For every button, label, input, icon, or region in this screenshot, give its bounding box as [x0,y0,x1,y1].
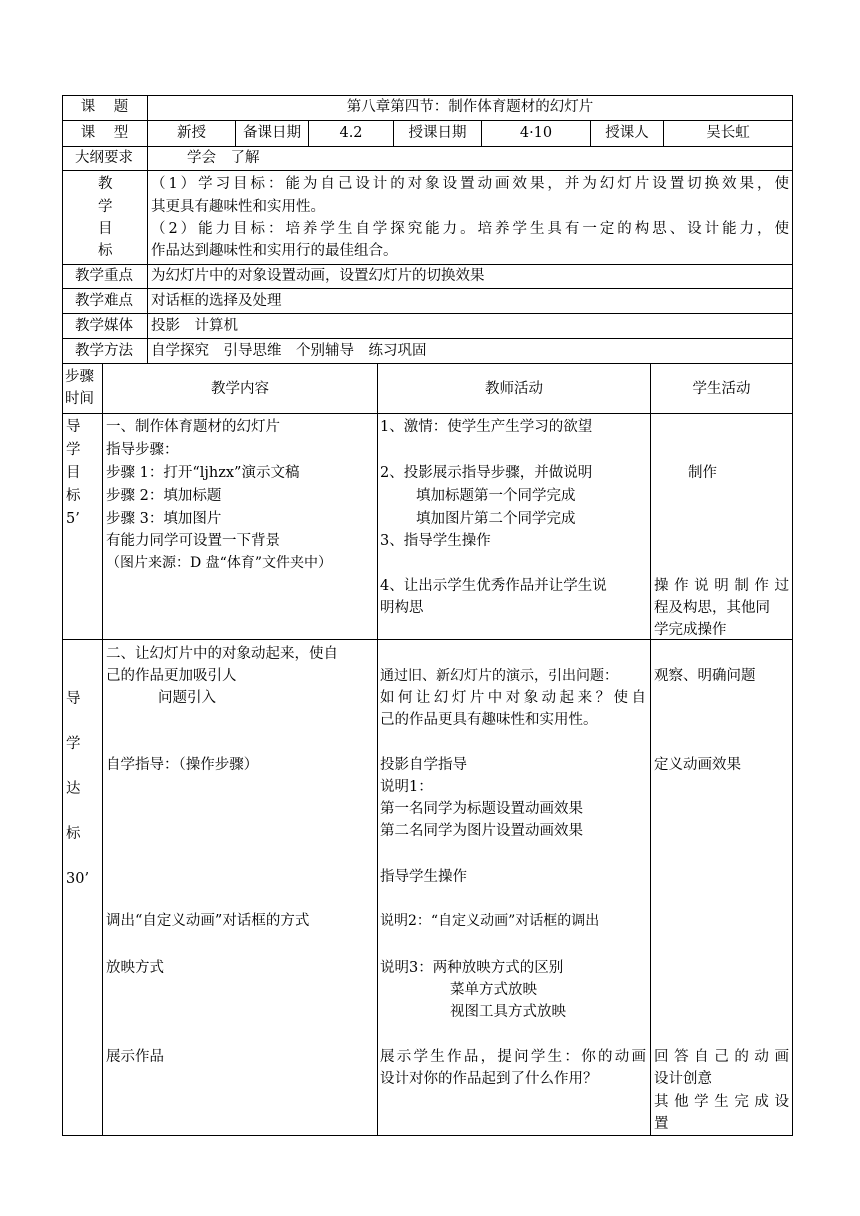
goals-label-char: 教 [98,176,113,192]
section2-teacher-line: 投影自学指导 [380,757,467,773]
section2-student-line: 回答自己的动画 [654,1049,789,1065]
section2-content-line: 问题引入 [158,690,216,706]
section1-step-char: 5’ [66,511,80,527]
section2-step-char: 导 [66,691,81,707]
col-divider [102,363,103,1136]
section2-teacher-line: 如何让幻灯片中对象动起来？使自 [380,690,646,706]
section2-content-line: 放映方式 [106,960,164,976]
section2-step-char: 达 [66,781,81,797]
section2-teacher-line: 菜单方式放映 [450,982,537,998]
section1-teacher-line: 1、激情：使学生产生学习的欲望 [380,419,593,435]
row-divider [62,288,793,289]
goals-line: 作品达到趣味性和实用行的最佳组合。 [151,243,398,259]
section2-content-line: 自学指导：（操作步骤） [106,757,259,773]
outline-value: 学会 了解 [187,150,260,166]
section2-content-line: 展示作品 [106,1049,164,1065]
section2-teacher-line: 视图工具方式放映 [450,1004,566,1020]
section2-content-line: 己的作品更加吸引人 [106,668,237,684]
section2-content-line: 调出“自定义动画”对话框的方式 [106,913,310,929]
section1-teacher-line: 填加图片第二个同学完成 [416,511,576,527]
col-divider [377,363,378,1136]
section2-teacher-line: 己的作品更具有趣味性和实用性。 [380,712,598,728]
section1-student-line: 制作 [688,465,717,481]
section2-teacher-line: 第二名同学为图片设置动画效果 [380,823,583,839]
section1-step-char: 学 [66,442,81,458]
section1-student-line: 学完成操作 [654,622,727,638]
row-divider [62,120,793,121]
section2-teacher-line: 设计对你的作品起到了什么作用？ [380,1071,598,1087]
section1-teacher-line: 填加标题第一个同学完成 [416,488,576,504]
row-divider [62,363,793,364]
goals-line: 其更具有趣味性和实用性。 [151,199,325,215]
step-header-line2: 时间 [65,391,94,407]
section1-content-line: 有能力同学可设置一下背景 [106,533,280,549]
goals-label-char: 标 [98,243,113,259]
row-divider [62,146,793,147]
col-divider [650,363,651,1136]
section1-teacher-line: 4、让出示学生优秀作品并让学生说 [380,578,607,594]
student-activity-header: 学生活动 [692,381,751,397]
section1-teacher-line: 明构思 [380,600,424,616]
topic-label: 课 题 [80,99,129,115]
table-border-left [62,95,63,1136]
section1-content-line: 指导步骤： [106,442,179,458]
section2-teacher-line: 通过旧、新幻灯片的演示，引出问题： [380,668,618,684]
section1-content-line: （图片来源：D 盘“体育”文件夹中） [106,555,332,571]
section1-step-char: 导 [66,419,81,435]
section2-student-line: 其他学生完成设 [654,1094,789,1110]
table-border-right [792,95,793,1136]
section2-step-char: 标 [66,826,81,842]
section2-teacher-line: 第一名同学为标题设置动画效果 [380,801,583,817]
section1-teacher-line: 3、指导学生操作 [380,533,491,549]
key-points-label: 教学重点 [75,268,133,284]
prep-date-value: 4.2 [339,125,363,141]
row-divider [62,338,793,339]
outline-label: 大纲要求 [75,150,133,166]
teach-date-label: 授课日期 [408,125,467,141]
methods-value: 自学探究 引导思维 个别辅导 练习巩固 [151,343,427,359]
difficulties-label: 教学难点 [75,293,133,309]
step-header-line1: 步骤 [65,369,94,385]
section2-teacher-line: 指导学生操作 [380,869,467,885]
media-value: 投影 计算机 [151,318,238,334]
section1-content-line: 步骤 2：填加标题 [106,488,222,504]
goals-line: （1）学习目标：能为自己设计的对象设置动画效果，并为幻灯片设置切换效果，使 [151,176,789,192]
row-divider [62,313,793,314]
goals-line: （2）能力目标：培养学生自学探究能力。培养学生具有一定的构思、设计能力，使 [151,221,789,237]
section2-teacher-line: 说明1： [380,779,433,795]
section1-step-char: 标 [66,488,81,504]
difficulties-value: 对话框的选择及处理 [151,293,282,309]
section2-teacher-line: 说明2：“自定义动画”对话框的调出 [380,913,600,929]
goals-label-char: 学 [98,199,113,215]
table-border-bottom [62,1135,793,1136]
content-header: 教学内容 [211,381,269,397]
row-divider [62,413,793,414]
section1-step-char: 目 [66,465,81,481]
section1-content-line: 一、制作体育题材的幻灯片 [106,419,280,435]
teach-date-value: 4·10 [519,125,553,141]
teacher-label: 授课人 [605,125,649,141]
section1-content-line: 步骤 3：填加图片 [106,511,222,527]
goals-label-char: 目 [98,221,113,237]
type-label: 课 型 [80,125,129,141]
section1-student-line: 程及构思，其他同 [654,600,770,616]
section2-student-line: 置 [654,1116,669,1132]
section2-student-line: 观察、明确问题 [654,668,756,684]
row-divider [62,170,793,171]
section2-student-line: 定义动画效果 [654,757,741,773]
methods-label: 教学方法 [75,343,133,359]
section2-teacher-line: 展示学生作品，提问学生：你的动画 [380,1049,646,1065]
teacher-value: 吴长虹 [706,125,750,141]
section1-content-line: 步骤 1：打开“ljhzx”演示文稿 [106,465,300,481]
key-points-value: 为幻灯片中的对象设置动画，设置幻灯片的切换效果 [151,268,485,284]
section2-step-char: 学 [66,736,81,752]
section2-content-line: 二、让幻灯片中的对象动起来，使自 [106,646,338,662]
section1-student-line: 操作说明制作过 [654,578,789,594]
section2-teacher-line: 说明3：两种放映方式的区别 [380,960,564,976]
media-label: 教学媒体 [75,318,133,334]
prep-date-label: 备课日期 [243,125,301,141]
section2-step-char: 30’ [66,871,90,887]
section2-student-line: 设计创意 [654,1071,712,1087]
teacher-activity-header: 教师活动 [485,381,543,397]
topic-value: 第八章第四节：制作体育题材的幻灯片 [346,99,594,115]
section1-teacher-line: 2、投影展示指导步骤，并做说明 [380,465,593,481]
type-value: 新授 [177,125,206,141]
